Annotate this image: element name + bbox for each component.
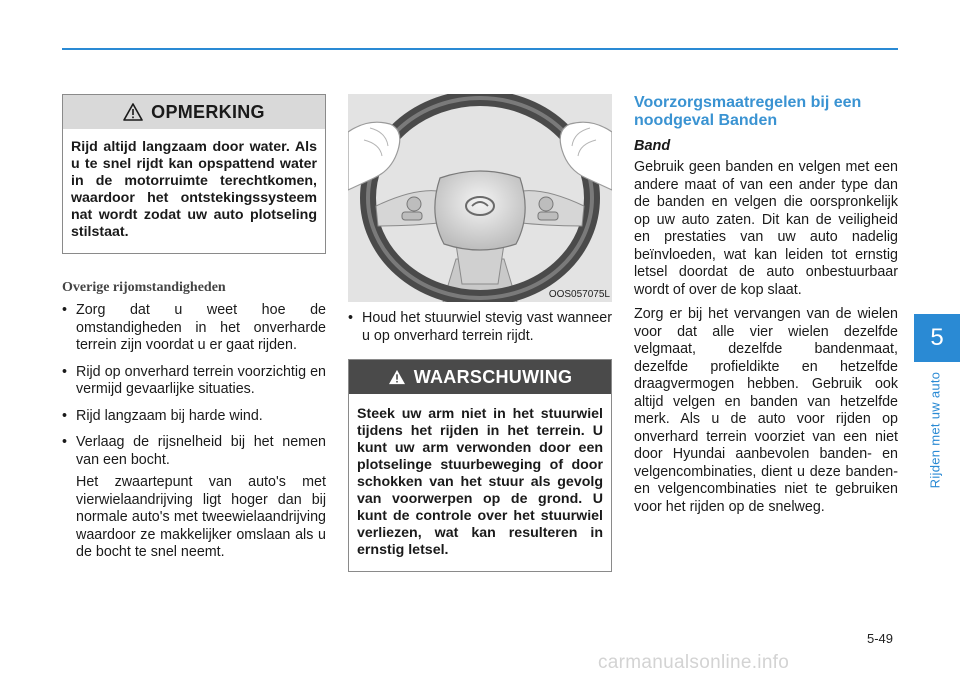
- watermark: carmanualsonline.info: [598, 652, 790, 673]
- overige-list: [62, 302, 326, 469]
- header-rule: [62, 48, 898, 50]
- opmerking-body: Rijd altijd langzaam door water. Als u te snel rijdt kan opspattend water in de motorruimte terechtkomen, waardoor het ontstekingssysteem nat wordt zodat uw auto plotseling stilstaat.: [71, 139, 317, 240]
- waarschuwing-body: Steek uw arm niet in het stuurwiel tijdens het rijden in het terrein. U kunt uw arm verwonden door een plotselinge stuurbeweging of door schokken van het stuur als gevolg van voorwerpen op de grond. U kunt de controle over het stuurwiel verliezen, wat kan resulteren in ernstig letsel.: [357, 406, 603, 558]
- opmerking-title: OPMERKING: [151, 101, 265, 122]
- list-item: • Verlaag de rijsnelheid bij het nemen van een bocht.: [62, 434, 326, 469]
- steering-wheel-figure: [348, 94, 612, 302]
- waarschuwing-title: WAARSCHUWING: [413, 366, 573, 387]
- list-item: • Rijd langzaam bij harde wind.: [62, 408, 326, 426]
- voorzorg-heading: Voorzorgsmaatregelen bij een noodgeval Banden: [634, 94, 862, 129]
- caution-triangle-icon: [123, 103, 143, 121]
- steering-wheel-illustration: [348, 94, 612, 302]
- list-item: • Zorg dat u weet hoe de omstandigheden in het onverharde terrein zijn voordat u er gaat rijden.: [62, 302, 326, 355]
- column-left: [62, 94, 326, 562]
- column-right: [634, 94, 898, 523]
- chapter-tab[interactable]: [914, 314, 960, 362]
- opmerking-box: [62, 94, 326, 254]
- chapter-label: Rijden met uw auto: [927, 371, 943, 489]
- figure-caption: OOS057075L: [548, 289, 610, 300]
- list-item: • Houd het stuurwiel stevig vast wanneer u op onverhard terrein rijdt.: [348, 310, 612, 345]
- overige-heading: Overige rijomstandigheden: [62, 280, 226, 295]
- voorzorg-paragraph: Gebruik geen banden en velgen met een andere maat of van een ander type dan de banden en velgen die oorspronkelijk op uw auto zaten. Dit kan de veiligheid en prestaties van uw auto nadelig beïnvloeden, wat kan leiden tot ernstig letsel doordat de auto onbestuurbaar wordt of over de kop slaat.: [634, 159, 898, 298]
- warning-triangle-icon: [388, 369, 406, 385]
- opmerking-header: [63, 95, 325, 129]
- list-item: • Rijd op onverhard terrein voorzichtig en vermijd gevaarlijke situaties.: [62, 364, 326, 399]
- overige-extra: Het zwaartepunt van auto's met vierwielaandrijving ligt hoger dan bij normale auto's met tweewielaandrijving waardoor ze makkelijker omslaan als u de bocht te snel neemt.: [76, 474, 326, 560]
- chapter-number: 5: [930, 324, 944, 351]
- band-subheading: Band: [634, 138, 671, 154]
- stuurwiel-list: [348, 310, 612, 345]
- waarschuwing-box: [348, 359, 612, 572]
- page-number: 5-49: [867, 631, 894, 646]
- column-middle: [348, 94, 612, 572]
- waarschuwing-header: [349, 360, 611, 394]
- voorzorg-paragraph: Zorg er bij het vervangen van de wielen voor dat alle vier wielen dezelfde velgmaat, dezelfde bandenmaat, dezelfde profieldikte en hetzelfde draagvermogen hebben. Gebruik ook altijd velgen en banden van hetzelfde merk. Als u de auto voor rijden op onverhard terrein voorziet van een niet door Hyundai aanbevolen banden- en velgencombinaties, dient u deze banden- en velgencombinaties niet te gebruiken voor het rijden op de snelweg.: [634, 306, 898, 515]
